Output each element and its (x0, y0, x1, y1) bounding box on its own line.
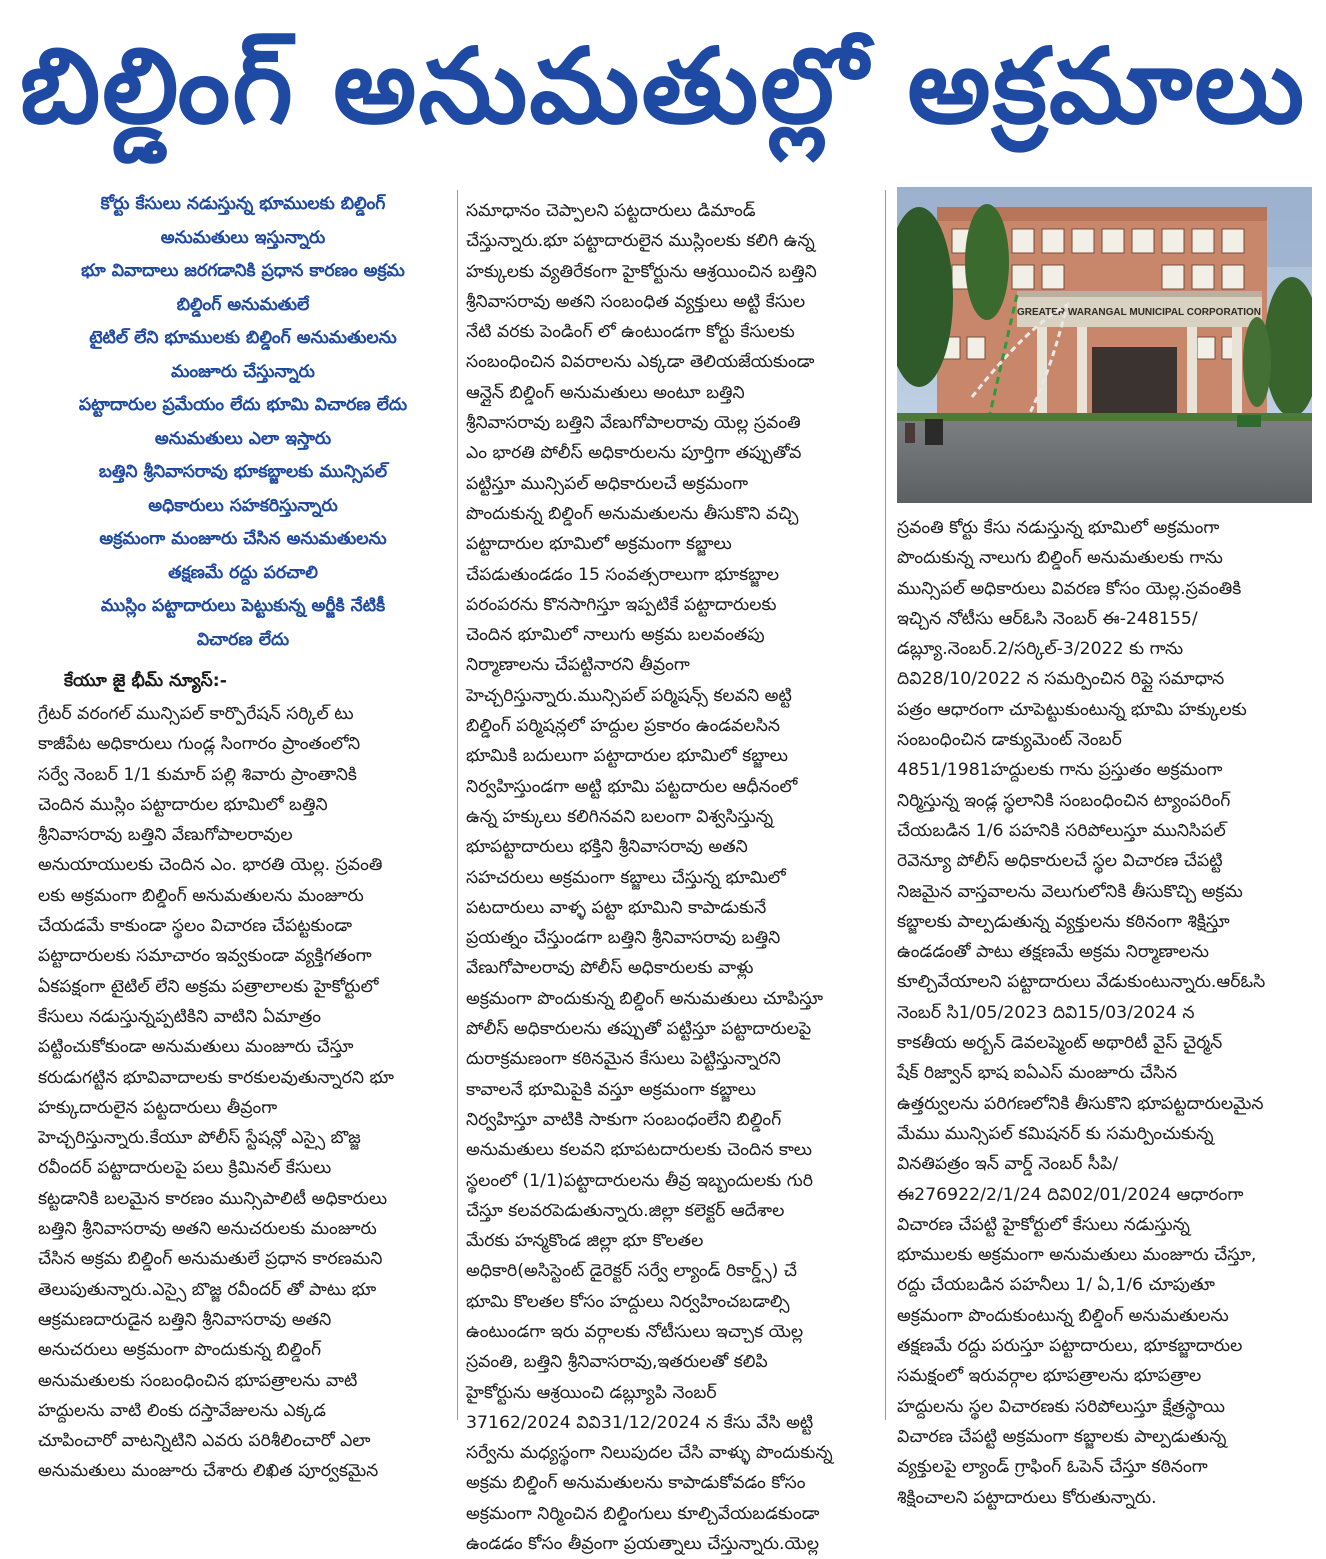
article-body-col3: స్రవంతి కోర్టు కేసు నడుస్తున్న భూమిలో అక్రమంగా పొందుకున్న నాలుగు బిల్డింగ్ అనుమతులకు గాను మున్సిపల్ అధికారులు వివరణ కోసం యెల్ల.స్రవంతికి ఇచ్చిన నోటీసు ఆర్ఓసి నెంబర్ ఈ-248155/ డబ్ల్యూ.నెంబర్.2/సర్కిల్-3/2022 కు గాను దివి28/10/2022 న సమర్పించిన రిప్లై సమాధాన పత్రం ఆధారంగా చూపెట్టుకుంటున్న భూమి హక్కులకు సంబంధించిన డాక్యుమెంట్ నెంబర్ 4851/1981హద్దులకు గాను ప్రస్తుతం అక్రమంగా నిర్మిస్తున్న ఇండ్ల స్థలానికి సంబంధించిన ట్యాంపరింగ్ చేయబడిన 1/6 పహనికి సరిపోలుస్తూ మునిసిపల్ రెవెన్యూ పోలీస్ అధికారులచే స్థల విచారణ చేపట్టి నిజమైన వాస్తవాలను వెలుగులోనికి తీసుకొచ్చి అక్రమ కబ్జాలకు పాల్పడుతున్న వ్యక్తులను కఠినంగా శిక్షిస్తూ ఉండడంతో పాటు తక్షణమే అక్రమ నిర్మాణాలను కూల్చివేయాలని పట్టాదారులు వేడుకుంటున్నారు.ఆర్ఓసి నెంబర్ సి1/05/2023 దివి15/03/2024 న కాకతీయ అర్బన్ డెవలప్మెంట్ అథారిటీ వైస్ చైర్మన్ షేక్ రిజ్వాన్ భాష ఐఏఎస్ మంజూరు చేసిన ఉత్తర్వులను పరిగణలోనికి తీసుకొని భూపట్టదారులమైన మేము మున్సిపల్ కమిషనర్ కు సమర్పించుకున్న వినతిపత్రం ఇన్ వార్డ్ నెంబర్ సీపి/ ఈ276922/2/1/24 దివి02/01/2024 ఆధారంగా విచారణ చేపట్టి హైకోర్టులో కేసులు నడుస్తున్న భూములకు అక్రమంగా అనుమతులు మంజూరు చేస్తూ, రద్దు చేయబడిన పహనీలు 1/ ఏ,1/6 చూపుతూ అక్రమంగా పొందుకుంటున్న బిల్డింగ్ అనుమతులను తక్షణమే రద్దు పరుస్తూ పట్టాదారులు, భూకబ్జాదారుల సమక్షంలో ఇరువర్గాల భూపత్రాలను భూపత్రాల హద్దులను స్థల విచారణకు సరిపోలుస్తూ క్షేత్రస్థాయి విచారణ చేపట్టి అక్రమంగా కబ్జాలకు పాల్పడుతున్న వ్యక్తులపై ల్యాండ్ గ్రాఫింగ్ ఓపెన్ చేస్తూ కఠినంగా శిక్షించాలని పట్టాదారులు కోరుతున్నారు. (897, 518, 1266, 1508)
subheading-line: బిల్డింగ్ అనుమతులే (176, 294, 310, 315)
column-divider (457, 190, 458, 1420)
subheading-line: పట్టాదారుల ప్రమేయం లేదు భూమి విచారణ లేదు (78, 395, 408, 415)
subheading-line: టైటిల్ లేని భూములకు బిల్డింగ్ అనుమతులను (89, 328, 397, 348)
byline: కేయూ జై భీమ్ న్యూస్:- (64, 671, 227, 691)
column-divider (885, 190, 886, 1420)
subheading-line: అధికారులు సహకరిస్తున్నారు (148, 495, 338, 516)
column-middle (466, 196, 876, 1559)
article-body-col1: గ్రేటర్ వరంగల్ మున్సిపల్ కార్పొరేషన్ సర్కిల్ టు కాజీపేట అధికారులు గుండ్ల సింగారం ప్రాంతంలోని సర్వే నెంబర్ 1/1 కుమార్ పల్లి శివారు ప్రాంతానికి చెందిన ముస్లిం పట్టాదారుల భూమిలో బత్తిని శ్రీనివాసరావు బత్తిని వేణుగోపాలరావుల అనుయాయులకు చెందిన ఎం. భారతి యెల్ల. స్రవంతి లకు అక్రమంగా బిల్డింగ్ అనుమతులను మంజూరు చేయడమే కాకుండా స్థలం విచారణ చేపట్టకుండా పట్టాదారులకు సమాచారం ఇవ్వకుండా వ్యక్తిగతంగా ఏకపక్షంగా టైటిల్ లేని అక్రమ పత్రాలాలకు హైకోర్టులో కేసులు నడుస్తున్నప్పటికిని వాటిని ఏమాత్రం పట్టించుకోకుండా అనుమతులు మంజూరు చేస్తూ కరుడుగట్టిన భూవివాదాలకు కారకులవుతున్నారని భూ హక్కుదారులైన పట్టదారులు తీవ్రంగా హెచ్చరిస్తున్నారు.కేయూ పోలీస్ స్టేషన్లో ఎస్సై బొజ్జ రవీందర్ పట్టాదారులపై పలు క్రిమినల్ కేసులు కట్టడానికి బలమైన కారణం మున్సిపాలిటీ అధికారులు బత్తిని శ్రీనివాసరావు అతని అనుచరులకు మంజూరు చేసిన అక్రమ బిల్డింగ్ అనుమతులే ప్రధాన కారణమని తెలుపుతున్నారు.ఎస్సై బొజ్జ రవీందర్ తో పాటు భూ ఆక్రమణదారుడైన బత్తిని శ్రీనివాసరావు అతని అనుచరులు అక్రమంగా పొందుకున్న బిల్డింగ్ అనుమతులకు సంబంధించిన భూపత్రాలను వాటి హద్దులను వాటి లింకు దస్తావేజులను ఎక్కడ చూపించారో వాటన్నిటిని ఎవరు పరిశీలించారో ఎలా అనుమతులు మంజూరు చేశారు లిఖిత పూర్వకమైన (38, 704, 394, 1482)
column-right (897, 513, 1311, 1513)
subheading-line: బత్తిని శ్రీనివాసరావు భూకబ్జాలకు మున్సిపల్ (98, 462, 388, 482)
subheading-line: అనుమతులు ఎలా ఇస్తారు (154, 428, 332, 449)
subheading-line: మంజూరు చేస్తున్నారు (171, 361, 315, 382)
subheading-line: భూ వివాదాలు జరగడానికి ప్రధాన కారణం అక్రమ (81, 261, 405, 281)
building-sign: GREATER WARANGAL MUNICIPAL CORPORATION (1016, 307, 1262, 318)
subheadings (38, 188, 448, 657)
subheading-line: విచారణ లేదు (196, 629, 290, 650)
subheading-line: అక్రమంగా మంజూరు చేసిన అనుమతులను (99, 529, 387, 549)
municipal-building-photo (897, 187, 1312, 503)
column-left (38, 188, 448, 1487)
subheading-line: అనుమతులు ఇస్తున్నారు (160, 227, 326, 248)
subheading-line: తక్షణమే రద్దు పరచాలి (168, 562, 318, 583)
subheading-line: ముస్లిం పట్టాదారులు పెట్టుకున్న అర్జీకి నేటికీ (100, 596, 386, 616)
headline: బిల్డింగ్ అనుమతుల్లో అక్రమాలు (19, 25, 1307, 147)
subheading-line: కోర్టు కేసులు నడుస్తున్న భూములకు బిల్డింగ్ (100, 194, 386, 214)
article-body-col2: సమాధానం చెప్పాలని పట్టదారులు డిమాండ్ చేస్తున్నారు.భూ పట్టాదారులైన ముస్లింలకు కలిగి ఉన్న హక్కులకు వ్యతిరేకంగా హైకోర్టును ఆశ్రయించిన బత్తిని శ్రీనివాసరావు అతని సంబంధిత వ్యక్తులు అట్టి కేసుల నేటి వరకు పెండింగ్ లో ఉంటుండగా కోర్టు కేసులకు సంబంధించిన వివరాలను ఎక్కడా తెలియజేయకుండా ఆన్లైన్ బిల్డింగ్ అనుమతులు అంటూ బత్తిని శ్రీనివాసరావు బత్తిని వేణుగోపాలరావు యెల్ల స్రవంతి ఎం భారతి పోలీస్ అధికారులను పూర్తిగా తప్పుతోవ పట్టిస్తూ మున్సిపల్ అధికారులచే అక్రమంగా పొందుకున్న బిల్డింగ్ అనుమతులను తీసుకొని వచ్చి పట్టాదారుల భూమిలో అక్రమంగా కబ్జాలు చేపడుతుండడం 15 సంవత్సరాలుగా భూకబ్జాల పరంపరను కొనసాగిస్తూ ఇప్పటికే పట్టాదారులకు చెందిన భూమిలో నాలుగు అక్రమ బలవంతపు నిర్మాణాలను చేపట్టినారని తీవ్రంగా హెచ్చరిస్తున్నారు.మున్సిపల్ పర్మిషన్స్ కలవని అట్టి బిల్డింగ్ పర్మిషన్లలో హద్దుల ప్రకారం ఉండవలసిన భూమికి బదులుగా పట్టాదారుల భూమిలో కబ్జాలు నిర్వహిస్తుండగా అట్టి భూమి పట్టదారుల ఆధీనంలో ఉన్న హక్కులు కలిగినవని బలంగా విశ్వసిస్తున్న భూపట్టాదారులు భక్తిని శ్రీనివాసరావు అతని సహచరులు అక్రమంగా కబ్జాలు చేస్తున్న భూమిలో పటదారులు వాళ్ళ పట్టా భూమిని కాపాడుకునే ప్రయత్నం చేస్తుండగా బత్తిని శ్రీనివాసరావు బత్తిని వేణుగోపాలరావు పోలీస్ అధికారులకు వాళ్లు అక్రమంగా పొందుకున్న బిల్డింగ్ అనుమతులు చూపిస్తూ పోలీస్ అధికారులను తప్పుతో పట్టిస్తూ పట్టాదారులపై దురాక్రమణంగా కఠినమైన కేసులు పెట్టిస్తున్నారని కావాలనే భూమిపైకి వస్తూ అక్రమంగా కబ్జాలు నిర్వహిస్తూ వాటికి సాకుగా సంబంధంలేని బిల్డింగ్ అనుమతులు కలవని భూపటదారులకు చెందిన కాలు స్థలంలో (1/1)పట్టాదారులను తీవ్ర ఇబ్బందులకు గురి చేస్తూ కలవరపెడుతున్నారు.జిల్లా కలెక్టర్ ఆదేశాల మేరకు హన్మకొండ జిల్లా భూ కొలతల అధికారి(అసిస్టెంట్ డైరెక్టర్ సర్వే ల్యాండ్ రికార్డ్స్) చే భూమి కొలతల కోసం హద్దులు నిర్వహించబడాల్సి ఉంటుండగా ఇరు వర్గాలకు నోటీసులు ఇచ్చాక యెల్ల స్రవంతి, బత్తిని శ్రీనివాసరావు,ఇతరులతో కలిపి హైకోర్టును ఆశ్రయించి డబ్ల్యూపి నెంబర్ 37162/2024 వివి31/12/2024 న కేసు వేసి అట్టి సర్వేను మధ్యస్థంగా నిలుపుదల చేసి వాళ్ళు పొందుకున్న అక్రమ బిల్డింగ్ అనుమతులను కాపాడుకోవడం కోసం అక్రమంగా నిర్మించిన బిల్డింగులు కూల్చివేయబడకుండా ఉండడం కోసం తీవ్రంగా ప్రయత్నాలు చేస్తున్నారు.యెల్ల (466, 201, 833, 1555)
